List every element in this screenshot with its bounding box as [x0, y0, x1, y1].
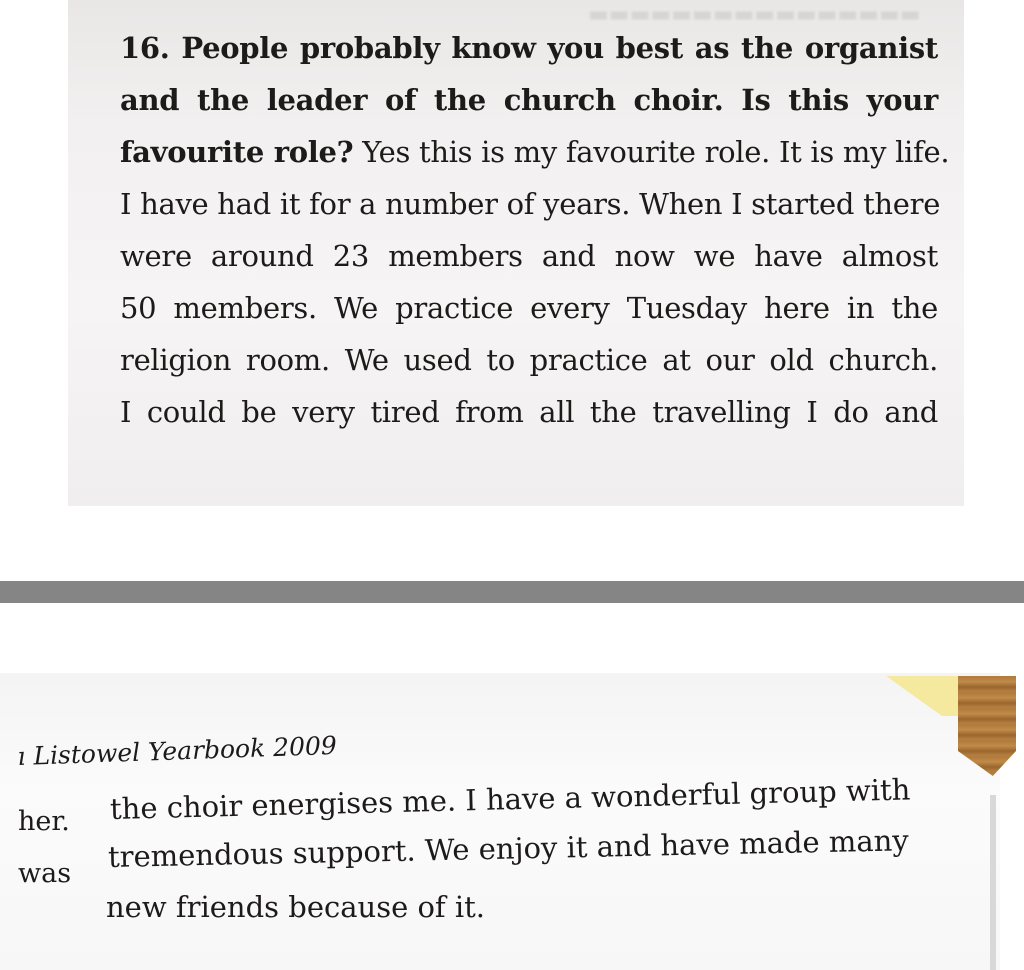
text-line	[120, 282, 938, 334]
answer-text: I have had it for a number of years. When I started there	[120, 187, 941, 221]
text-line	[120, 230, 938, 282]
text-line	[120, 334, 938, 386]
text-line	[120, 178, 941, 230]
text-line	[120, 74, 938, 126]
continued-text-line: new friends because of it.	[106, 890, 486, 924]
answer-text: I could be very tired from all the travelling I do and	[120, 395, 938, 429]
question-text: and the leader of the church choir. Is this your	[120, 83, 938, 117]
continued-text-line: the choir energises me. I have a wonderful group with	[109, 772, 911, 826]
question-text: 16. People probably know you best as the organist	[120, 31, 938, 65]
question-text: favourite role?	[120, 135, 354, 169]
answer-text: were around 23 members and now we have almost	[120, 239, 938, 273]
margin-word: was	[18, 858, 72, 889]
page-edge	[990, 795, 996, 970]
continued-text-line: tremendous support. We enjoy it and have made many	[107, 823, 910, 874]
interview-answer	[120, 22, 950, 438]
text-line	[120, 386, 938, 438]
answer-text: religion room. We used to practice at our old church.	[120, 343, 938, 377]
text-line	[120, 126, 950, 178]
running-header: ı Listowel Yearbook 2009	[16, 730, 338, 771]
photo-divider	[0, 581, 1024, 603]
answer-text: Yes this is my favourite role. It is my life.	[353, 135, 950, 169]
answer-text: 50 members. We practice every Tuesday here in the	[120, 291, 938, 325]
bleed-through-text: ▬▬▬▬▬▬▬▬▬▬▬▬▬▬▬▬	[588, 2, 921, 24]
text-line	[120, 22, 938, 74]
margin-word: her.	[18, 806, 70, 837]
